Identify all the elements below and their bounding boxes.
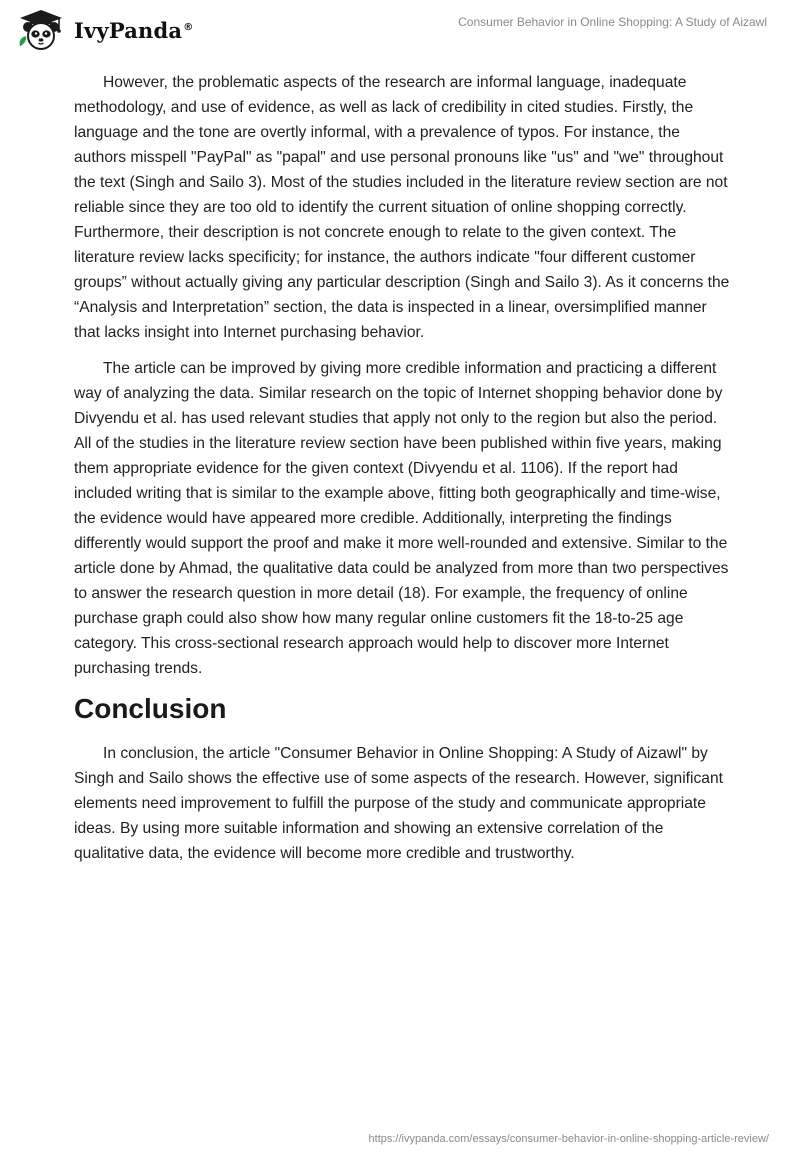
- paragraph-problematic-aspects: However, the problematic aspects of the research are informal language, inadequate methodology, and use of evidence, as well as lack of credibility in cited studies. Firstly, the language and the tone are overtly informal, with a prevalence of typos. For instance, the authors misspell "PayPal" as "papal" and use personal pronouns like "us" and "we" throughout the text (Singh and Sailo 3). Most of the studies included in the literature review section are not reliable since they are too old to identify the current situation of online shopping correctly. Furthermore, their description is not concrete enough to relate to the given context. The literature review lacks specificity; for instance, the authors indicate "four different customer groups” without actually giving any particular description (Singh and Sailo 3). As it concerns the “Analysis and Interpretation” section, the data is inspected in a linear, oversimplified manner that lacks insight into Internet purchasing behavior.: [74, 74, 730, 341]
- essay-body: [74, 70, 732, 877]
- page-header: [0, 0, 800, 60]
- ivypanda-logo[interactable]: [16, 8, 193, 52]
- paragraph-improvements: The article can be improved by giving more credible information and practicing a different way of analyzing the data. Similar research on the topic of Internet shopping behavior done by Divyendu et al. has used relevant studies that apply not only to the region but also the period. All of the studies in the literature review section have been published within five years, making them appropriate evidence for the given context (Divyendu et al. 1106). If the report had included writing that is similar to the example above, fitting both geographically and time-wise, the evidence would have appeared more credible. Additionally, interpreting the findings differently would support the proof and make it more well-rounded and extensive. Similar to the article done by Ahmad, the qualitative data could be analyzed from more than two perspectives to answer the research question in more detail (18). For example, the frequency of online purchase graph could also show how many regular online customers fit the 18-to-25 age category. This cross-sectional research approach would help to discover more Internet purchasing trends.: [74, 360, 729, 677]
- source-url[interactable]: https://ivypanda.com/essays/consumer-behavior-in-online-shopping-article-review/: [368, 1133, 769, 1145]
- document-title: Consumer Behavior in Online Shopping: A Study of Aizawl: [458, 15, 767, 29]
- logo-text: IvyPanda®: [74, 17, 194, 43]
- paragraph-conclusion: In conclusion, the article "Consumer Behavior in Online Shopping: A Study of Aizawl" by Singh and Sailo shows the effective use of some aspects of the research. However, significant elements need improvement to fulfill the purpose of the study and communicate appropriate ideas. By using more suitable information and showing an extensive correlation of the qualitative data, the evidence will become more credible and trustworthy.: [74, 745, 723, 862]
- conclusion-heading: Conclusion: [74, 693, 227, 724]
- registered-mark: ®: [183, 21, 194, 33]
- panda-graduate-icon: [16, 8, 66, 52]
